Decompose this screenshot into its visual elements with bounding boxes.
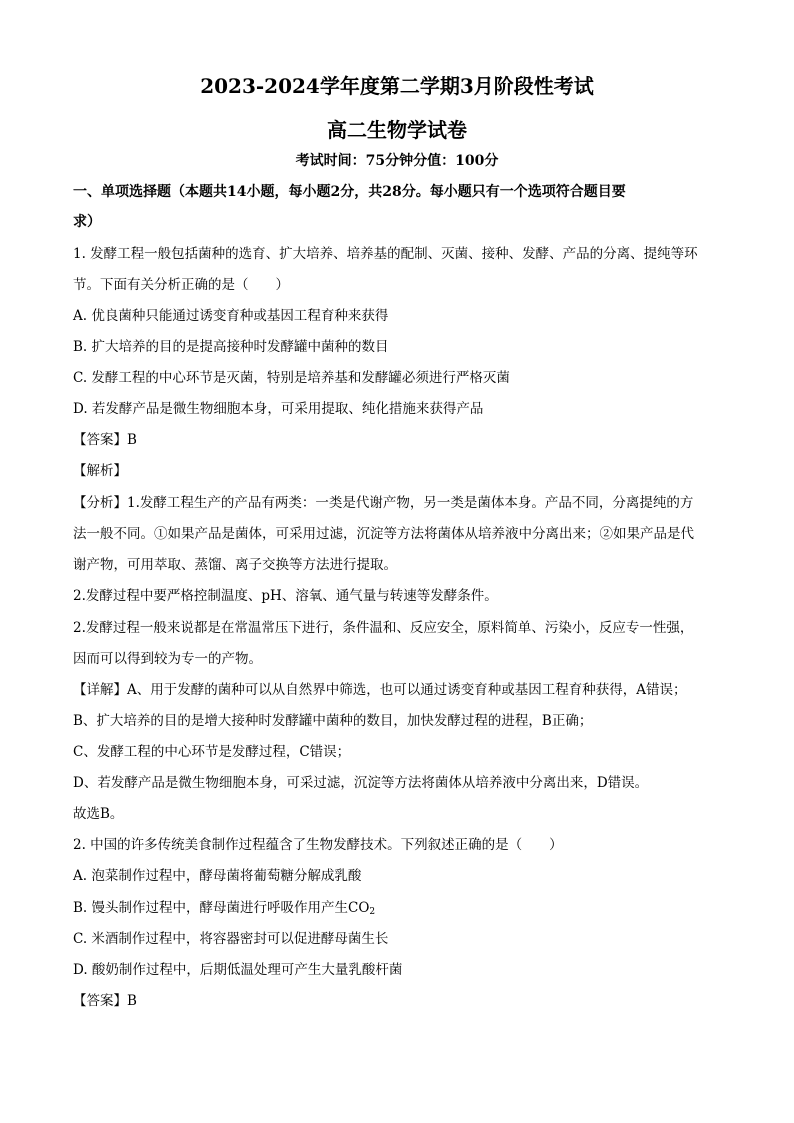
- q1-answer: 【答案】B: [73, 432, 137, 448]
- q2-option-b: [73, 898, 733, 922]
- q2-option-b-subscript: 2: [369, 907, 376, 917]
- q1-analysis-line2: 法一般不同。①如果产品是菌体，可采用过滤，沉淀等方法将菌体从培养液中分离出来；②如果产品是代: [73, 526, 694, 542]
- q1-detail-line2: B、扩大培养的目的是增大接种时发酵罐中菌种的数目，加快发酵过程的进程，B正确；: [73, 713, 593, 729]
- q2-stem: 2. 中国的许多传统美食制作过程蕴含了生物发酵技术。下列叙述正确的是（ ）: [73, 837, 563, 853]
- q2-option-c: C. 米酒制作过程中，将容器密封可以促进酵母菌生长: [73, 931, 389, 947]
- q1-analysis-line6: 因而可以得到较为专一的产物。: [73, 651, 262, 667]
- q1-conclusion: 故选B。: [73, 806, 124, 822]
- q1-option-c: C. 发酵工程的中心环节是灭菌，特别是培养基和发酵罐必须进行严格灭菌: [73, 370, 510, 386]
- section-heading-line2: 求）: [73, 214, 101, 230]
- q2-answer: 【答案】B: [73, 993, 137, 1009]
- section-heading-line1: 一、单项选择题（本题共14小题，每小题2分，共28分。每小题只有一个选项符合题目要: [73, 184, 626, 200]
- q1-detail-line4: D、若发酵产品是微生物细胞本身，可采过滤，沉淀等方法将菌体从培养液中分离出来，D错误。: [73, 775, 649, 791]
- q1-analysis-line1: 【分析】1.发酵工程生产的产品有两类：一类是代谢产物，另一类是菌体本身。产品不同，分离提纯的方: [73, 495, 694, 511]
- q1-option-b: B. 扩大培养的目的是提高接种时发酵罐中菌种的数目: [73, 339, 389, 355]
- exam-title: 2023-2024学年度第二学期3月阶段性考试: [200, 74, 594, 98]
- q1-option-a: A. 优良菌种只能通过诱变育种或基因工程育种来获得: [73, 308, 389, 324]
- q2-option-a: A. 泡菜制作过程中，酵母菌将葡萄糖分解成乳酸: [73, 868, 362, 884]
- q1-analysis-label: 【解析】: [73, 463, 127, 479]
- exam-info: 考试时间：75分钟分值：100分: [295, 153, 499, 169]
- q2-option-b-text: B. 馒头制作过程中，酵母菌进行呼吸作用产生CO: [73, 900, 370, 916]
- q2-option-d: D. 酸奶制作过程中，后期低温处理可产生大量乳酸杆菌: [73, 962, 403, 978]
- q1-option-d: D. 若发酵产品是微生物细胞本身，可采用提取、纯化措施来获得产品: [73, 401, 484, 417]
- q1-stem-line1: 1. 发酵工程一般包括菌种的选育、扩大培养、培养基的配制、灭菌、接种、发酵、产品的分离、提纯等环: [73, 246, 698, 262]
- q1-detail-line3: C、发酵工程的中心环节是发酵过程，C错误；: [73, 744, 351, 760]
- q1-analysis-line5: 2.发酵过程一般来说都是在常温常压下进行，条件温和、反应安全，原料简单、污染小，反应专一性强，: [73, 620, 694, 636]
- q1-detail-line1: 【详解】A、用于发酵的菌种可以从自然界中筛选，也可以通过诱变育种或基因工程育种获得，A错误；: [73, 682, 687, 698]
- q1-stem-line2: 节。下面有关分析正确的是（ ）: [73, 277, 289, 293]
- q1-analysis-line4: 2.发酵过程中要严格控制温度、pH、溶氧、通气量与转速等发酵条件。: [73, 588, 498, 604]
- exam-subtitle: 高二生物学试卷: [327, 118, 467, 142]
- q1-analysis-line3: 谢产物，可用萃取、蒸馏、离子交换等方法进行提取。: [73, 557, 397, 573]
